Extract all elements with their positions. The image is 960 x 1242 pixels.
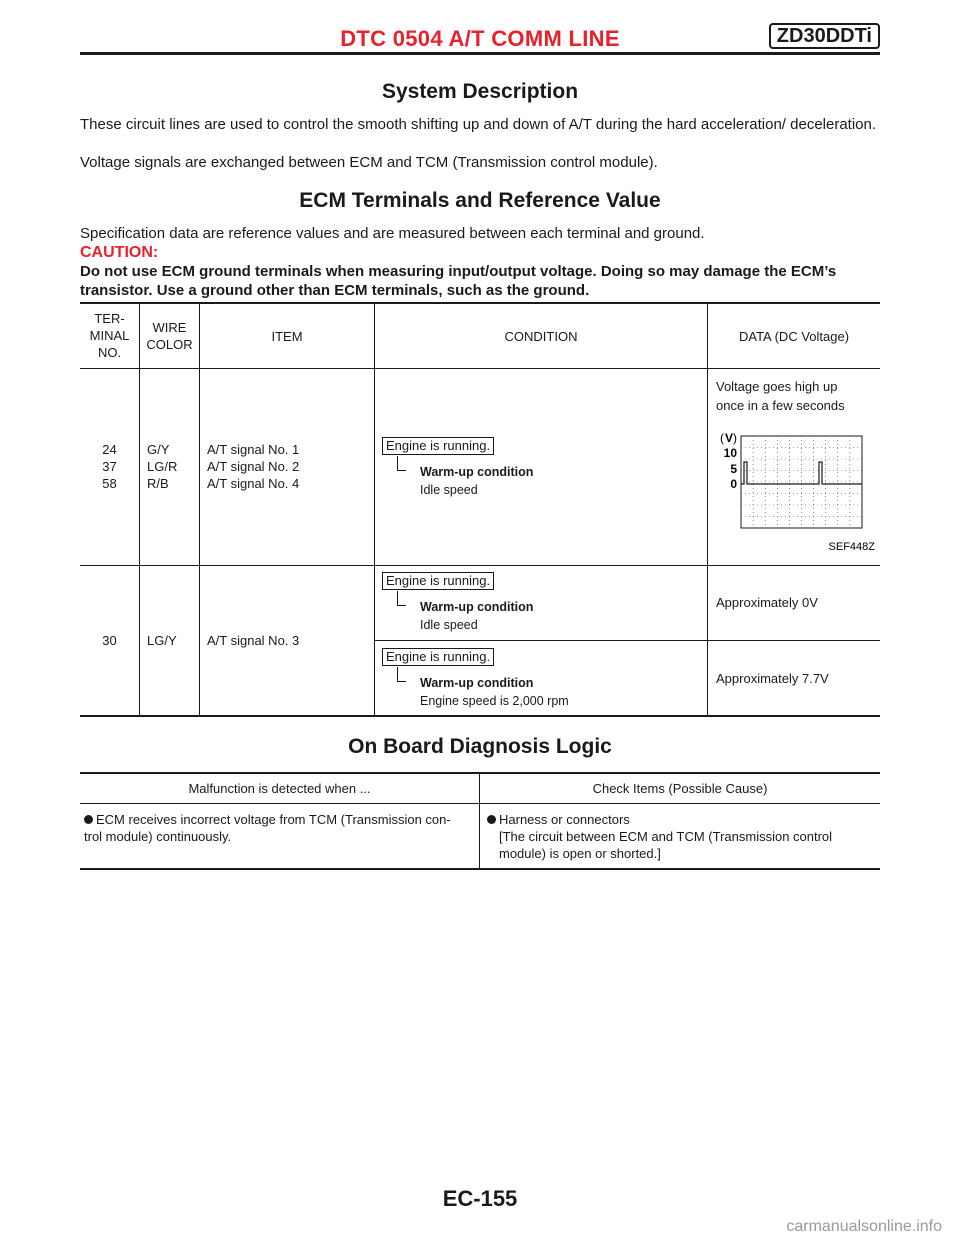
row2b-condition-sub: Engine speed is 2,000 rpm [420, 694, 569, 708]
spec-note: Specification data are reference values and are measured between each terminal and ground. [80, 225, 705, 242]
graph-unit: V [725, 431, 734, 445]
row1-condition-bold: Warm-up condition [420, 465, 534, 479]
condition-bracket [397, 591, 406, 606]
engine-code-badge: ZD30DDTi [769, 23, 880, 49]
obd-text-line: [The circuit between ECM and TCM (Transmission control [499, 829, 833, 844]
table-col-line [199, 304, 200, 715]
wire-color: G/Y [147, 442, 170, 457]
row1-data-text [716, 377, 845, 415]
row2-terminal: 30 [102, 633, 117, 648]
table-col-line [707, 304, 708, 715]
header-data: DATA (DC Voltage) [738, 329, 850, 344]
data-line: once in a few seconds [716, 398, 845, 413]
obd-header-check-items: Check Items (Possible Cause) [592, 781, 768, 796]
row1-condition-box [382, 437, 494, 455]
obd-top-rule [80, 772, 880, 774]
table-header-rule [80, 368, 880, 369]
row1-items [207, 441, 299, 492]
header-terminal [80, 310, 139, 361]
row2-wire: LG/Y [147, 633, 177, 648]
caution-label: CAUTION: [80, 244, 159, 261]
row2a-condition-sub: Idle speed [420, 618, 478, 632]
graph-tick: 10 [723, 446, 737, 460]
row1-terminals [80, 441, 139, 492]
header-terminal-line: MINAL [89, 328, 130, 343]
table-subrow-rule [374, 640, 880, 641]
terminal-number: 58 [102, 476, 117, 491]
ecm-terminals-title: ECM Terminals and Reference Value [299, 189, 661, 212]
voltage-waveform-figure [710, 422, 878, 554]
graph-tick: 5 [730, 462, 737, 476]
graph-unit-close: ) [733, 431, 737, 445]
header-condition: CONDITION [504, 329, 578, 344]
row1-wires [147, 441, 177, 492]
system-description-para2: Voltage signals are exchanged between ECM and TCM (Transmission control module). [80, 154, 658, 171]
bullet-icon [84, 815, 93, 824]
graph-tick: 0 [730, 477, 737, 491]
obd-malfunction-text [84, 811, 451, 845]
system-description-para1: These circuit lines are used to control the smooth shifting up and down of A/T during the hard acceleration/ deceleration. [80, 116, 877, 133]
graph-grid [741, 436, 862, 528]
data-line: Voltage goes high up [716, 379, 838, 394]
page-header [80, 22, 880, 58]
caution-text: Do not use ECM ground terminals when measuring input/output voltage. Doing so may damage the ECM’s transistor. Use a ground other than ECM terminals, such as the ground. [80, 263, 837, 299]
header-wire-line: COLOR [146, 337, 193, 352]
condition-box-text: Engine is running. [382, 572, 494, 590]
row2a-condition-box [382, 572, 494, 590]
obd-text-line: trol module) continuously. [84, 829, 232, 844]
signal-item: A/T signal No. 1 [207, 442, 300, 457]
header-title: DTC 0504 A/T COMM LINE [340, 26, 620, 51]
condition-box-text: Engine is running. [382, 437, 494, 455]
row2b-data: Approximately 7.7V [716, 671, 829, 686]
row2b-condition-bold: Warm-up condition [420, 676, 534, 690]
row2a-data: Approximately 0V [716, 595, 818, 610]
condition-bracket [397, 667, 406, 682]
terminal-number: 24 [102, 442, 117, 457]
condition-bracket [397, 456, 406, 471]
header-item: ITEM [271, 329, 303, 344]
table-bottom-rule [80, 715, 880, 717]
page-number: EC-155 [442, 1186, 518, 1211]
signal-item: A/T signal No. 2 [207, 459, 300, 474]
site-watermark: carmanualsonline.info [786, 1218, 942, 1235]
row2a-condition-bold: Warm-up condition [420, 600, 534, 614]
header-terminal-line: TER- [94, 311, 125, 326]
terminal-number: 37 [102, 459, 117, 474]
row2b-condition-box [382, 648, 494, 666]
header-wire-line: WIRE [152, 320, 187, 335]
obd-check-items-text [487, 811, 832, 862]
obd-bottom-rule [80, 868, 880, 870]
figure-reference: SEF448Z [828, 541, 875, 553]
system-description-title: System Description [381, 80, 579, 103]
obd-text-line: ECM receives incorrect voltage from TCM (Transmission con- [96, 812, 451, 827]
header-rule [80, 52, 880, 55]
condition-box-text: Engine is running. [382, 648, 494, 666]
table-col-line [374, 304, 375, 715]
bullet-icon [487, 815, 496, 824]
table-col-line [139, 304, 140, 715]
graph-unit-open: ( [720, 431, 724, 445]
obd-header-malfunction: Malfunction is detected when ... [188, 781, 371, 796]
obd-header-rule [80, 803, 880, 804]
header-terminal-line: NO. [97, 345, 122, 360]
obd-text-line: module) is open or shorted.] [499, 846, 661, 861]
wire-color: R/B [147, 476, 169, 491]
table-row-rule [80, 565, 880, 566]
signal-item: A/T signal No. 4 [207, 476, 300, 491]
obd-title: On Board Diagnosis Logic [348, 735, 612, 758]
wire-color: LG/R [147, 459, 178, 474]
header-wire-color [140, 319, 199, 353]
obd-text-line: Harness or connectors [499, 812, 630, 827]
row2-item: A/T signal No. 3 [207, 633, 300, 648]
table-top-rule [80, 302, 880, 304]
row1-condition-sub: Idle speed [420, 483, 478, 497]
